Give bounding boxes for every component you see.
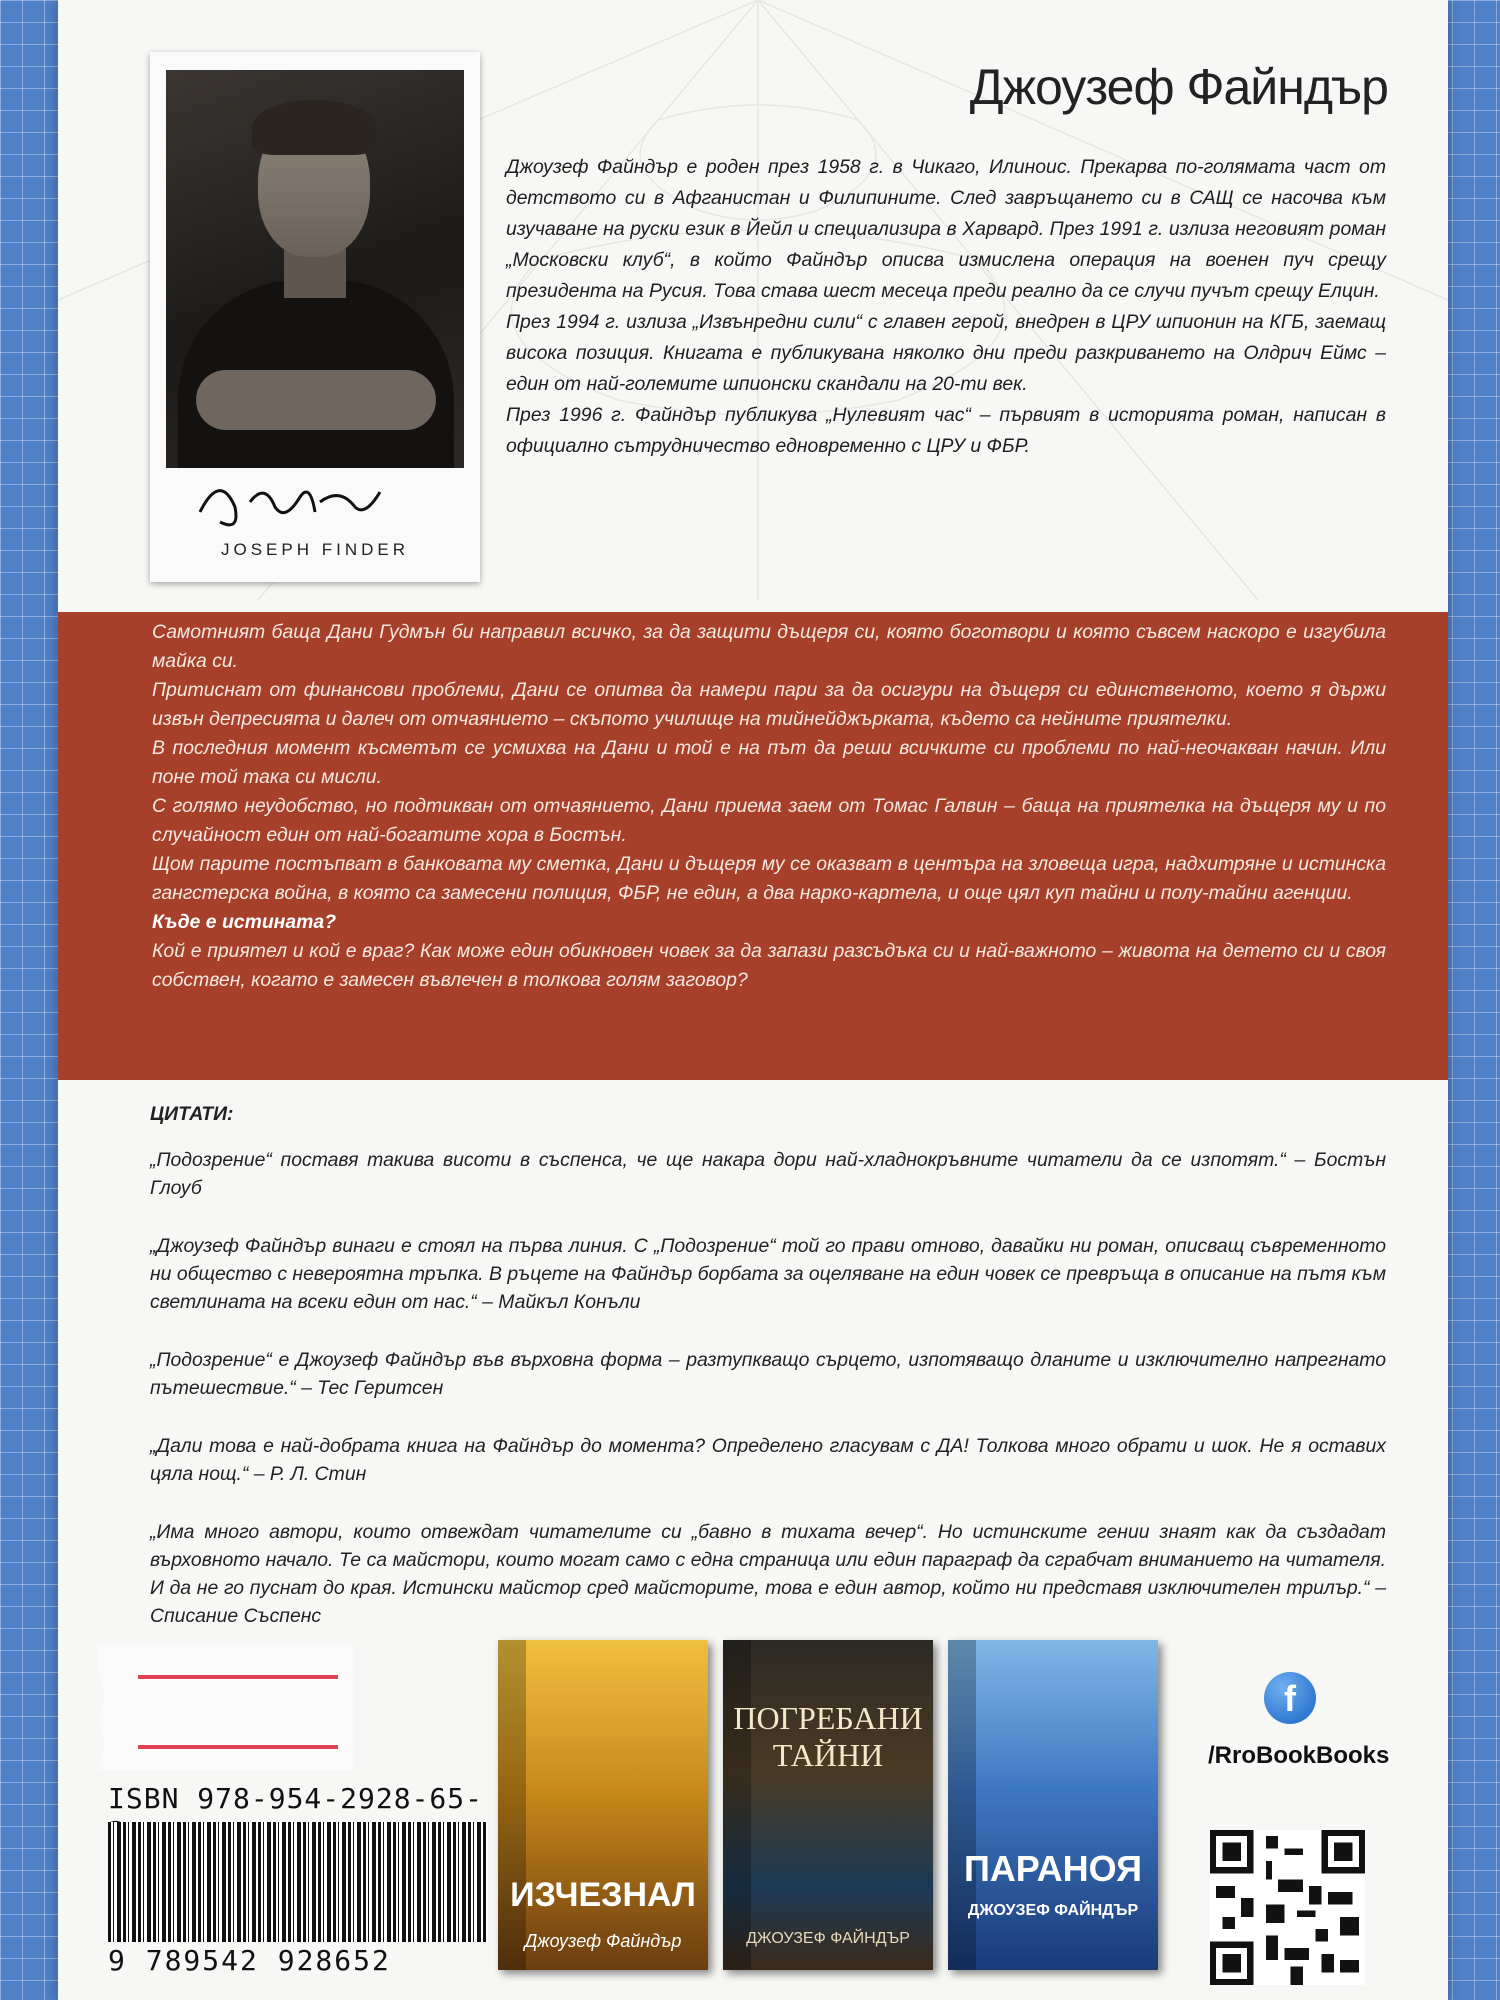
synopsis-paragraph: Щом парите постъпват в банковата му сметка, Дани и дъщеря му се оказват в центъра на зловеща игра, надхитряне и истинска гангстерска война, в която са замесени полиция, ФБР, не един, а два нарко-картела, и още цял куп тайни и полу-тайни агенции. — [152, 853, 1386, 904]
book-cover-izcheznal — [498, 1640, 708, 1970]
barcode-digits: 9 789542 928652 — [108, 1944, 391, 1977]
synopsis-closing: Кой е приятел и кой е враг? Как може един обикновен човек за да запази разсъдъка си и най-важното – живота на детето си и своя собствен, когато е замесен въвлечен в толкова голям заговор? — [152, 940, 1386, 991]
photo-caption: JOSEPH FINDER — [220, 540, 410, 559]
quote-item: „Подозрение“ поставя такива висоти в съспенса, че ще накара дори най-хладнокръвните читатели да се изпотят.“ – Бостън Глоуб — [150, 1149, 1386, 1199]
author-photo-card — [150, 52, 480, 582]
quote-item: „Дали това е най-добрата книга на Файндър до момента? Определено гласувам с ДА! Толкова много обрати и шок. Не я оставих цяла нощ.“ – Р. Л. Стин — [150, 1435, 1386, 1485]
book-title: ПОГРЕБАНИ ТАЙНИ — [733, 1700, 923, 1773]
barcode — [108, 1822, 488, 1942]
synopsis-paragraph: Притиснат от финансови проблеми, Дани се опитва да намери пари за да осигури на дъщеря си единственото, което я държи извън депресията и далеч от отчаянието – скъпото училище на тийнейджърката, където са нейните приятелки. — [152, 679, 1386, 730]
isbn-text: ISBN 978-954-2928-65- — [108, 1782, 484, 1815]
synopsis-paragraph: С голямо неудобство, но подтикван от отчаянието, Дани приема заем от Томас Галвин – баща на приятелка на дъщеря му и по случайност един от най-богатите хора в Бостън. — [152, 795, 1386, 846]
quote-item: „Има много автори, които отвеждат читателите си „бавно в тихата вечер“. Но истинските гении знаят как да създадат върховното начало. Те са майстори, които могат само с една страница или един параграф да сграбчат вниманието на читателя. И да не го пуснат до края. Истински майстор сред майсторите, това е един автор, който ни представя изключителен трилър.“ – Списание Съспенс — [150, 1521, 1386, 1627]
bio-paragraph: Джоузеф Файндър е роден през 1958 г. в Чикаго, Илиноис. Прекарва по-голямата част от детството си в Афганистан и Филипините. След завръщането си в САЩ се насочва към изучаване на руски език в Йейл и специализира в Харвард. През 1991 г. излиза неговият роман „Московски клуб“, в който Файндър описва измислена операция на военен пуч срещу президента на Русия. Това става шест месеца преди реално да се случи пучът срещу Елцин. — [506, 156, 1386, 302]
book-title: ИЗЧЕЗНАЛ — [510, 1876, 696, 1914]
author-name-heading: Джоузеф Файндър — [969, 59, 1388, 115]
book-author: ДЖОУЗЕФ ФАЙНДЪР — [746, 1930, 910, 1947]
book-author: Джоузеф Файндър — [524, 1931, 682, 1951]
book-cover-pogrebani-tayni — [723, 1640, 933, 1970]
author-bio — [506, 152, 1386, 462]
author-signature — [190, 462, 390, 542]
facebook-handle: /RroBookBooks — [1208, 1742, 1390, 1769]
book-title: ПАРАНОЯ — [963, 1848, 1143, 1889]
synopsis-text — [152, 618, 1386, 995]
qr-code — [1210, 1830, 1365, 1985]
book-author: ДЖОУЗЕФ ФАЙНДЪР — [967, 1902, 1139, 1919]
quote-item: „Подозрение“ е Джоузеф Файндър във върховна форма – разтупкващо сърцето, изпотяващо дланите и изключително напрегнато пътешествие.“ – Тес Геритсен — [150, 1349, 1386, 1399]
book-back-cover — [58, 0, 1448, 2000]
quotes-heading: ЦИТАТИ: — [150, 1103, 234, 1125]
facebook-icon: f — [1264, 1672, 1316, 1724]
bio-paragraph: През 1996 г. Файндър публикува „Нулевият час“ – първият в историята роман, написан в официално сътрудничество едновременно с ЦРУ и ФБР. — [506, 404, 1386, 457]
quotes-section — [150, 1100, 1386, 1660]
author-photo — [166, 70, 464, 468]
book-cover-paranoya — [948, 1640, 1158, 1970]
price-sticker — [98, 1645, 353, 1770]
synopsis-paragraph: Самотният баща Дани Гудмън би направил всичко, за да защити дъщеря си, която боготвори и която съвсем наскоро е изгубила майка си. — [152, 621, 1386, 672]
bio-paragraph: През 1994 г. излиза „Извънредни сили“ с главен герой, внедрен в ЦРУ шпионин на КГБ, заемащ висока позиция. Книгата е публикувана няколко дни преди разкриването на Олдрич Еймс – един от най-големите шпионски скандали на 20-ти век. — [506, 311, 1386, 395]
quote-item: „Джоузеф Файндър винаги е стоял на първа линия. С „Подозрение“ той го прави отново, давайки ни роман, описващ съвременното ни общество с невероятна тръпка. В ръцете на Файндър борбата за оцеляване на един човек се превръща в описание на пътя към светлината на всеки един от нас.“ – Майкъл Конъли — [150, 1235, 1386, 1313]
synopsis-paragraph: В последния момент късметът се усмихва на Дани и той е на път да реши всичките си проблеми по най-неочакван начин. Или поне той така си мисли. — [152, 737, 1386, 788]
synopsis-question: Къде е истината? — [152, 911, 337, 933]
